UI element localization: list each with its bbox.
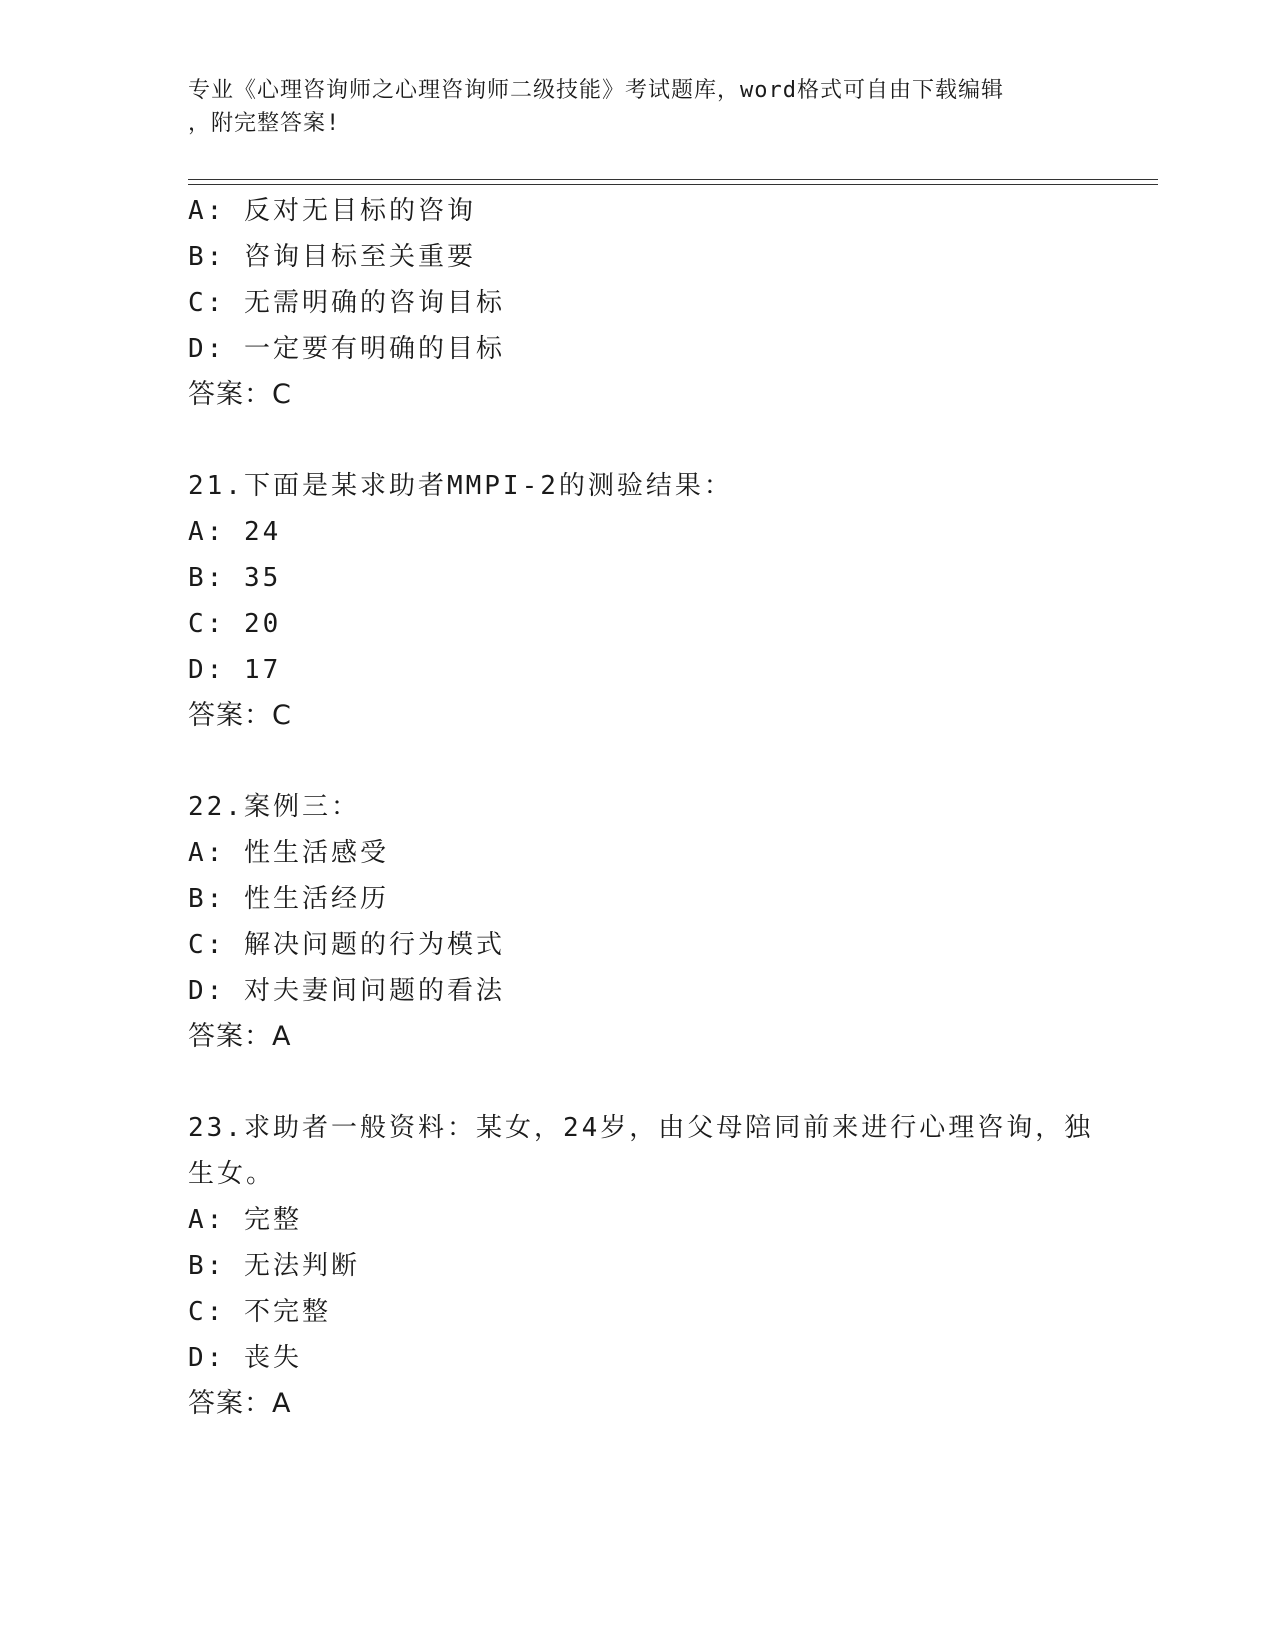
option-c: C: 20: [188, 609, 282, 639]
option-d: D: 对夫妻间问题的看法: [188, 976, 505, 1006]
option-a: A: 反对无目标的咨询: [188, 196, 476, 226]
header-divider-bottom: [188, 184, 1158, 185]
question-stem-line-2: 生女。: [188, 1159, 276, 1189]
question-list: [188, 188, 1094, 1427]
question-21: [188, 463, 1088, 739]
question-stem: 22.案例三：: [188, 792, 360, 822]
answer-line: 答案：A: [188, 1388, 292, 1419]
question-23: [188, 1105, 1094, 1427]
document-header: [188, 74, 1068, 140]
answer-line: 答案：A: [188, 1021, 292, 1052]
option-c: C: 不完整: [188, 1297, 331, 1327]
option-d: D: 丧失: [188, 1343, 302, 1373]
question-block-continued: [188, 188, 1088, 418]
header-title-line: 专业《心理咨询师之心理咨询师二级技能》考试题库，word格式可自由下载编辑: [188, 78, 1004, 103]
spacer: [188, 418, 1088, 463]
header-subtitle-line: ，附完整答案!: [188, 111, 341, 136]
option-a: A: 24: [188, 517, 282, 547]
spacer: [188, 739, 1088, 784]
answer-line: 答案：C: [188, 379, 292, 410]
option-d: D: 一定要有明确的目标: [188, 334, 505, 364]
option-b: B: 无法判断: [188, 1251, 360, 1281]
option-c: C: 无需明确的咨询目标: [188, 288, 505, 318]
question-22: [188, 784, 1088, 1060]
option-b: B: 35: [188, 563, 282, 593]
option-a: A: 性生活感受: [188, 838, 389, 868]
spacer: [188, 1060, 1088, 1105]
answer-line: 答案：C: [188, 700, 292, 731]
option-b: B: 咨询目标至关重要: [188, 242, 476, 272]
option-a: A: 完整: [188, 1205, 302, 1235]
option-d: D: 17: [188, 655, 282, 685]
question-stem-line-1: 23.求助者一般资料：某女，24岁，由父母陪同前来进行心理咨询，独: [188, 1113, 1094, 1143]
header-divider-top: [188, 179, 1158, 180]
question-stem: 21.下面是某求助者MMPI-2的测验结果：: [188, 471, 733, 501]
option-c: C: 解决问题的行为模式: [188, 930, 505, 960]
option-b: B: 性生活经历: [188, 884, 389, 914]
